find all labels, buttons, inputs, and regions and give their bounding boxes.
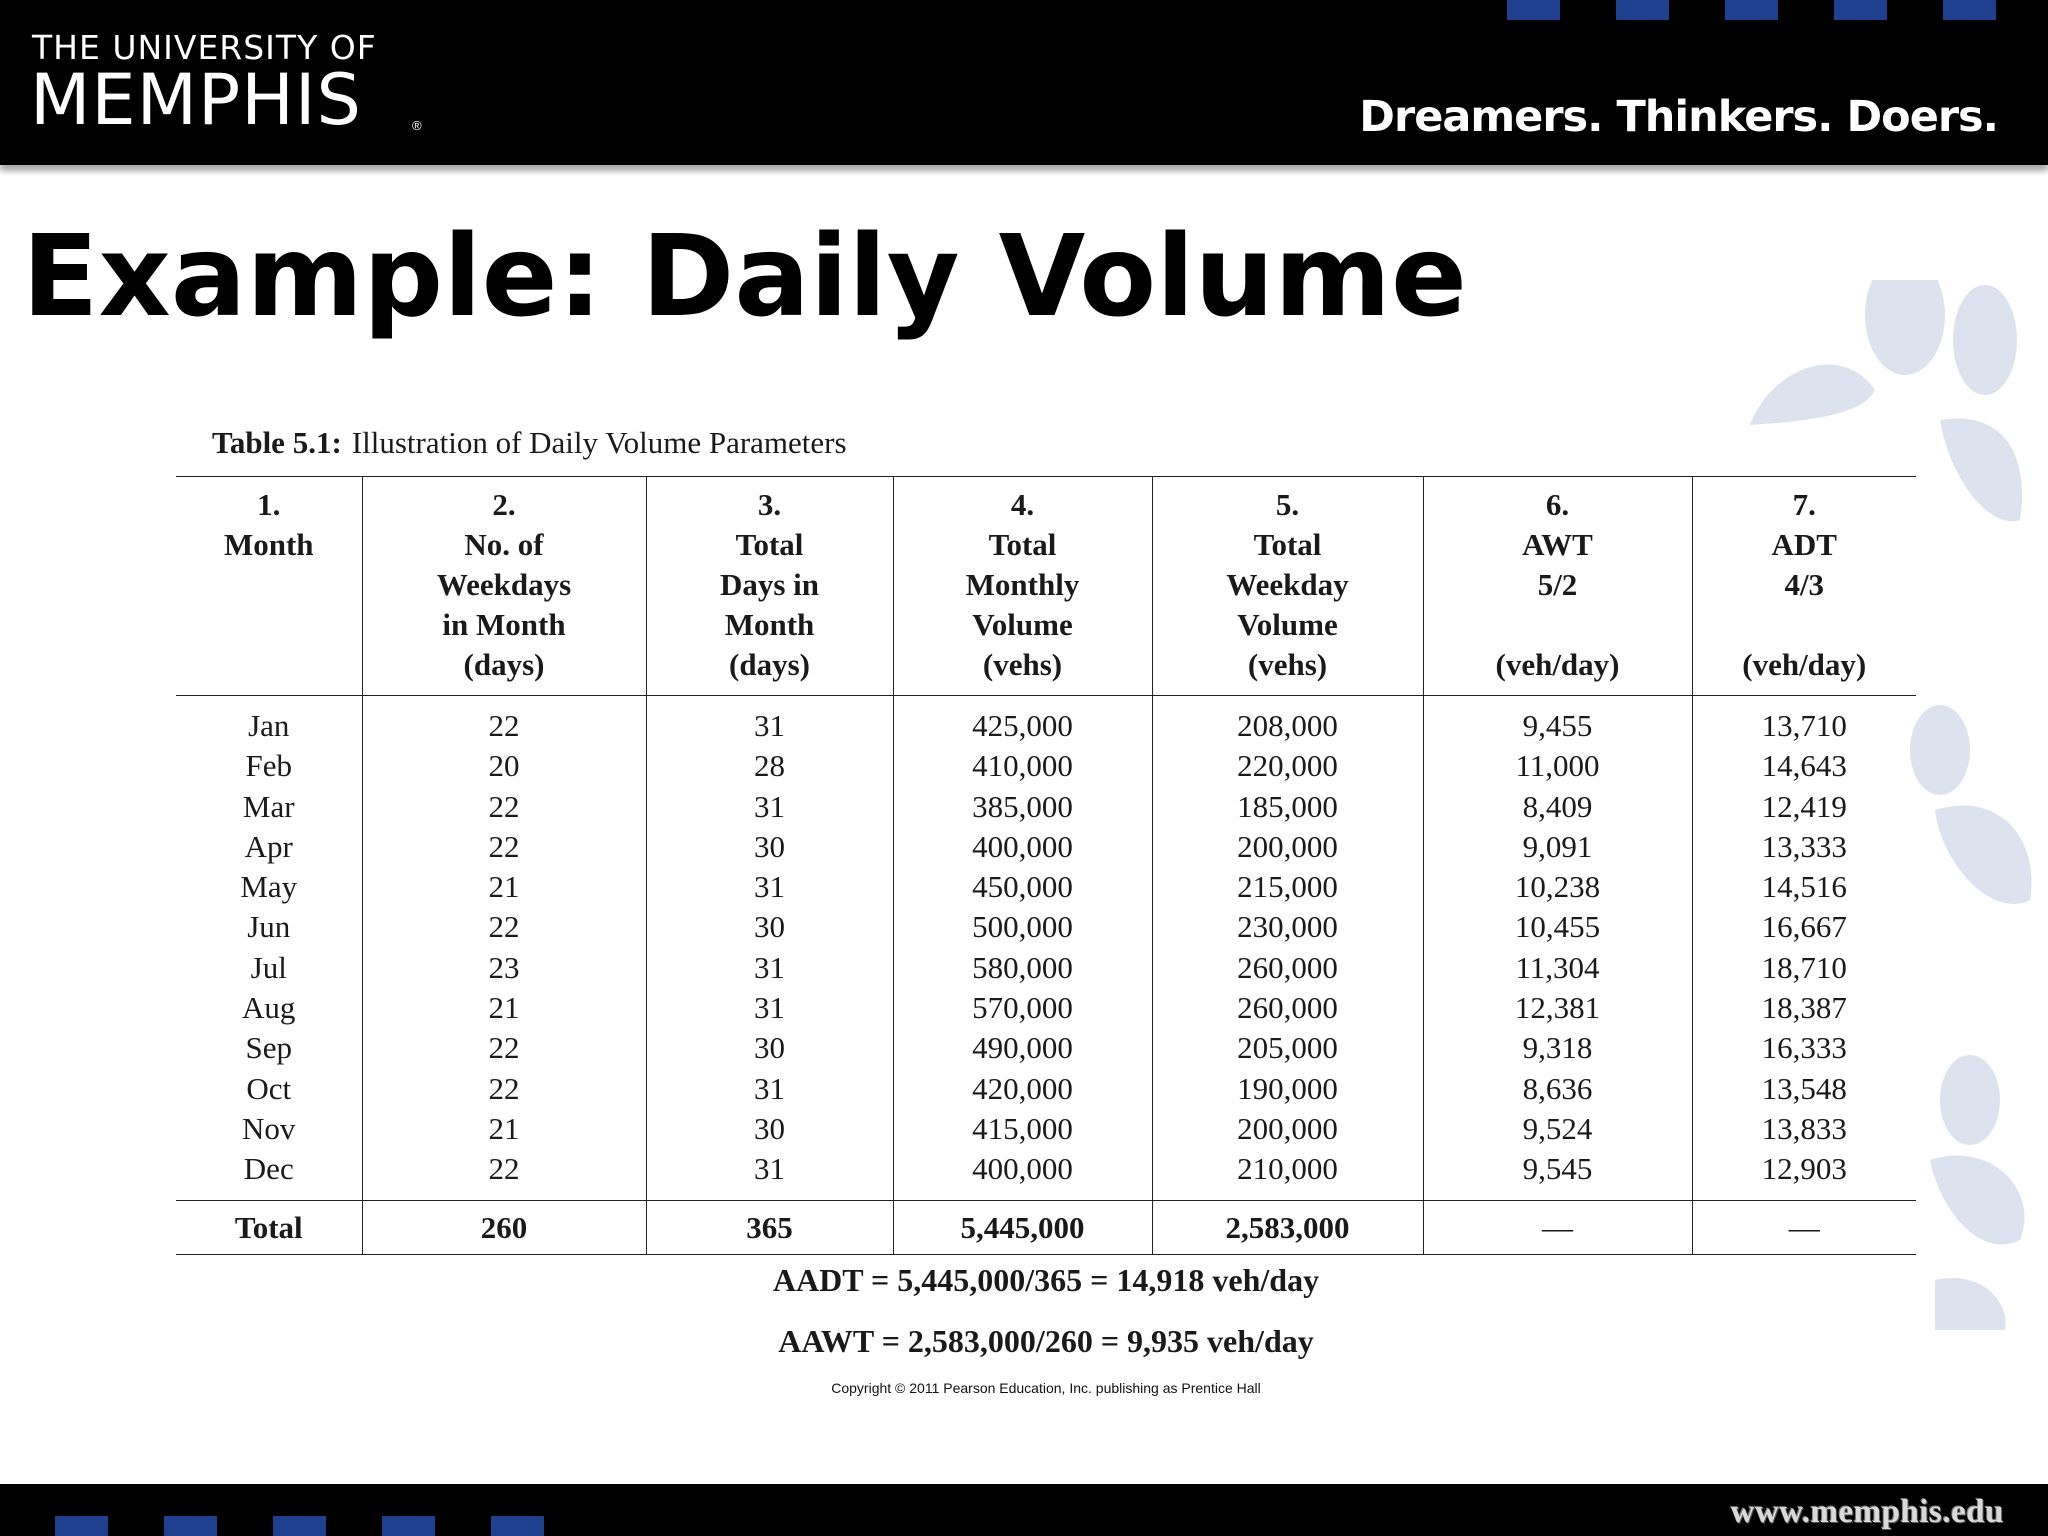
table-cell: 425,000 (893, 696, 1152, 747)
table-cell: Feb (176, 746, 362, 786)
footer-accent-tab (491, 1516, 544, 1536)
table-cell: 215,000 (1152, 867, 1423, 907)
table-cell: 14,516 (1761, 869, 1847, 905)
table-row (176, 907, 1916, 947)
header-accent-tab (1616, 0, 1669, 20)
table-cell: 22 (362, 696, 646, 747)
table-cell: 10,238 (1423, 867, 1692, 907)
table-body (176, 696, 1916, 1201)
table-cell: 22 (362, 827, 646, 867)
table-cell: 490,000 (893, 1028, 1152, 1068)
table-cell: 220,000 (1152, 746, 1423, 786)
table-cell: 31 (646, 1069, 893, 1109)
table-cell: 12,419 (1761, 788, 1847, 824)
table-row (176, 948, 1916, 988)
table-cell: 22 (362, 1028, 646, 1068)
table-cell: 500,000 (893, 907, 1152, 947)
header-accent-tab (1725, 0, 1778, 20)
table-row (176, 1028, 1916, 1068)
table-cell: 450,000 (893, 867, 1152, 907)
table-cell: 190,000 (1152, 1069, 1423, 1109)
university-logo-name: MEMPHIS (30, 59, 362, 141)
footer-accent-tab (55, 1516, 108, 1536)
table-cell: 23 (362, 948, 646, 988)
table-cell: 9,455 (1423, 696, 1692, 747)
table-cell: Apr (176, 827, 362, 867)
table-cell: Jul (176, 948, 362, 988)
table-cell: 410,000 (893, 746, 1152, 786)
table-cell: 13,548 (1761, 1070, 1847, 1106)
table-cell: 13,710 (1761, 708, 1847, 743)
table-cell: 205,000 (1152, 1028, 1423, 1068)
table-row (176, 867, 1916, 907)
tagline: Dreamers. Thinkers. Doers. (1359, 92, 1998, 142)
table-cell: Jun (176, 907, 362, 947)
table-cell: 185,000 (1152, 787, 1423, 827)
table-cell: 13,833 (1761, 1110, 1847, 1146)
copyright-notice: Copyright © 2011 Pearson Education, Inc. publishing as Prentice Hall (831, 1380, 1261, 1396)
header-bar (0, 0, 2048, 165)
table-cell: 9,545 (1423, 1149, 1692, 1200)
table-cell: Dec (176, 1149, 362, 1200)
table-cell: Mar (176, 787, 362, 827)
table-cell: 31 (646, 988, 893, 1028)
column-header-total-days: 3. Total Days in Month (days) (646, 477, 893, 696)
table-total-row (176, 1200, 1916, 1254)
table-cell: 580,000 (893, 948, 1152, 988)
website-url[interactable]: www.memphis.edu (1730, 1494, 2004, 1530)
column-header-awt: 6. AWT 5/2 (veh/day) (1423, 477, 1692, 696)
table-cell: 18,710 (1761, 949, 1847, 985)
table-cell: 415,000 (893, 1109, 1152, 1149)
table-cell: 11,000 (1423, 746, 1692, 786)
table-cell: Nov (176, 1109, 362, 1149)
table-row (176, 988, 1916, 1028)
header-accent-tab (1943, 0, 1996, 20)
table-cell: 210,000 (1152, 1149, 1423, 1200)
table-cell: 20 (362, 746, 646, 786)
header-accent-tab (1834, 0, 1887, 20)
column-header-weekdays: 2. No. of Weekdays in Month (days) (362, 477, 646, 696)
table-row (176, 696, 1916, 747)
table-cell: 208,000 (1152, 696, 1423, 747)
table-cell: 400,000 (893, 827, 1152, 867)
column-header-monthly-volume: 4. Total Monthly Volume (vehs) (893, 477, 1152, 696)
total-cell: — (1788, 1209, 1820, 1245)
total-cell: 260 (362, 1200, 646, 1254)
table-cell: Sep (176, 1028, 362, 1068)
column-header-weekday-volume: 5. Total Weekday Volume (vehs) (1152, 477, 1423, 696)
table-cell: 21 (362, 867, 646, 907)
total-cell: 365 (646, 1200, 893, 1254)
table-cell: 22 (362, 1069, 646, 1109)
table-cell: 420,000 (893, 1069, 1152, 1109)
table-cell: Oct (176, 1069, 362, 1109)
table-cell: 30 (646, 827, 893, 867)
table-cell: 31 (646, 696, 893, 747)
table-cell: 18,387 (1761, 990, 1847, 1026)
table-row (176, 787, 1916, 827)
table-cell: 260,000 (1152, 988, 1423, 1028)
column-header-month: 1. Month (176, 477, 362, 696)
footer-accent-tab (164, 1516, 217, 1536)
total-cell: Total (176, 1200, 362, 1254)
table-caption (212, 425, 847, 461)
table-header-row (176, 477, 1916, 696)
aadt-equation: AADT = 5,445,000/365 = 14,918 veh/day (772, 1262, 1320, 1298)
table-cell: 21 (362, 988, 646, 1028)
table-cell: 31 (646, 1149, 893, 1200)
table-cell: 400,000 (893, 1149, 1152, 1200)
column-header-adt: 7. ADT 4/3 (veh/day) (1742, 487, 1867, 682)
aawt-equation: AAWT = 2,583,000/260 = 9,935 veh/day (778, 1323, 1314, 1359)
table-cell: 10,455 (1423, 907, 1692, 947)
table-cell: 31 (646, 867, 893, 907)
table-cell: 11,304 (1423, 948, 1692, 988)
total-cell: — (1423, 1200, 1692, 1254)
footer-bar (0, 1484, 2048, 1536)
table-cell: 9,318 (1423, 1028, 1692, 1068)
table-row (176, 746, 1916, 786)
table-cell: 570,000 (893, 988, 1152, 1028)
table-cell: 12,381 (1423, 988, 1692, 1028)
table-cell: 260,000 (1152, 948, 1423, 988)
table-row (176, 1109, 1916, 1149)
slide-title: Example: Daily Volume (22, 212, 1467, 342)
table-cell: May (176, 867, 362, 907)
table-cell: 16,333 (1761, 1030, 1847, 1066)
table-cell: 30 (646, 1028, 893, 1068)
registered-mark: ® (412, 118, 422, 133)
table-row (176, 827, 1916, 867)
table-cell: 8,409 (1423, 787, 1692, 827)
footer-accent-tab (273, 1516, 326, 1536)
table-cell: 21 (362, 1109, 646, 1149)
table-row (176, 1149, 1916, 1200)
table-cell: 22 (362, 787, 646, 827)
total-cell: 5,445,000 (893, 1200, 1152, 1254)
table-cell: 31 (646, 787, 893, 827)
table-cell: 30 (646, 1109, 893, 1149)
table-cell: 16,667 (1761, 909, 1847, 945)
university-logo-top: THE UNIVERSITY OF (32, 28, 377, 67)
table-cell: 8,636 (1423, 1069, 1692, 1109)
table-cell: Aug (176, 988, 362, 1028)
table-cell: 14,643 (1761, 748, 1847, 784)
total-cell: 2,583,000 (1152, 1200, 1423, 1254)
table-row (176, 1069, 1916, 1109)
table-cell: 22 (362, 907, 646, 947)
table-cell: 22 (362, 1149, 646, 1200)
header-accent-tab (1507, 0, 1560, 20)
table-cell: 12,903 (1761, 1151, 1847, 1187)
table-cell: 31 (646, 948, 893, 988)
table-caption-label: Table 5.1: (212, 425, 342, 460)
table-cell: 385,000 (893, 787, 1152, 827)
table-cell: 9,091 (1423, 827, 1692, 867)
table-cell: 200,000 (1152, 1109, 1423, 1149)
table-cell: 200,000 (1152, 827, 1423, 867)
table-cell: 230,000 (1152, 907, 1423, 947)
table-cell: 28 (646, 746, 893, 786)
table-cell: 30 (646, 907, 893, 947)
table-caption-text: Illustration of Daily Volume Parameters (351, 425, 847, 460)
footer-accent-tab (382, 1516, 435, 1536)
table-cell: 13,333 (1761, 828, 1847, 864)
daily-volume-table (176, 476, 1916, 1255)
table-cell: Jan (176, 696, 362, 747)
table-cell: 9,524 (1423, 1109, 1692, 1149)
